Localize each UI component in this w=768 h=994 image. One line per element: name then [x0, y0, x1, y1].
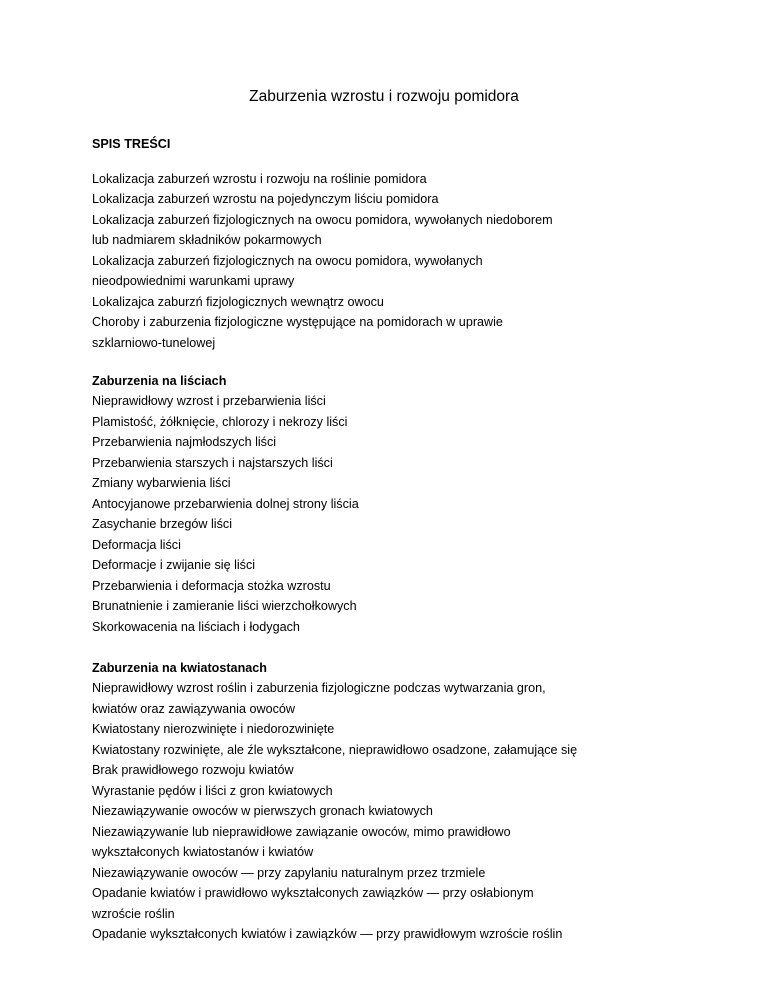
toc-line: Lokalizacja zaburzeń wzrostu na pojedynczym liściu pomidora [92, 192, 439, 206]
document-body [92, 134, 732, 945]
inflorescences-line: wzroście roślin [92, 906, 175, 921]
leaves-line: Antocyjanowe przebarwienia dolnej strony liścia [92, 496, 359, 511]
inflorescences-line: Niezawiązywanie owoców — przy zapylaniu naturalnym przez trzmiele [92, 865, 486, 880]
toc-section [92, 134, 732, 353]
toc-line: lub nadmiarem składników pokarmowych [92, 233, 322, 247]
inflorescences-line: Opadanie kwiatów i prawidłowo wykształconych zawiązków — przy osłabionym [92, 886, 534, 900]
toc-line: Lokalizacja zaburzeń fizjologicznych na owocu pomidora, wywołanych niedoborem [92, 212, 553, 227]
toc-heading: SPIS TREŚCI [92, 137, 171, 151]
leaves-line: Skorkowacenia na liściach i łodygach [92, 619, 300, 634]
inflorescences-line: wykształconych kwiatostanów i kwiatów [92, 845, 314, 859]
inflorescences-line: Kwiatostany nierozwinięte i niedorozwinięte [92, 722, 335, 736]
inflorescences-line: Nieprawidłowy wzrost roślin i zaburzenia fizjologiczne podczas wytwarzania gron, [92, 681, 546, 695]
document-title: Zaburzenia wzrostu i rozwoju pomidora [249, 88, 519, 105]
toc-line: Choroby i zaburzenia fizjologiczne występujące na pomidorach w uprawie [92, 315, 503, 329]
leaves-line: Przebarwienia najmłodszych liści [92, 435, 277, 449]
leaves-line: Deformacje i zwijanie się liści [92, 558, 256, 572]
leaves-heading: Zaburzenia na liściach [92, 373, 227, 388]
toc-line: szklarniowo-tunelowej [92, 335, 216, 350]
leaves-line: Zmiany wybarwienia liści [92, 476, 231, 490]
leaves-line: Przebarwienia i deformacja stożka wzrostu [92, 578, 331, 593]
inflorescences-line: Niezawiązywanie lub nieprawidłowe zawiązanie owoców, mimo prawidłowo [92, 824, 511, 839]
leaves-line: Deformacja liści [92, 537, 181, 552]
leaves-line: Plamistość, żółknięcie, chlorozy i nekrozy liści [92, 414, 348, 429]
inflorescences-line: Brak prawidłowego rozwoju kwiatów [92, 763, 294, 777]
inflorescences-line: kwiatów oraz zawiązywania owoców [92, 701, 295, 716]
leaves-line: Przebarwienia starszych i najstarszych liści [92, 455, 333, 470]
toc-line: Lokalizacja zaburzeń wzrostu i rozwoju na roślinie pomidora [92, 171, 427, 186]
inflorescences-line: Niezawiązywanie owoców w pierwszych gronach kwiatowych [92, 804, 433, 818]
leaves-line: Nieprawidłowy wzrost i przebarwienia liści [92, 394, 326, 408]
toc-line: Lokalizacja zaburzeń fizjologicznych na owocu pomidora, wywołanych [92, 253, 483, 268]
inflorescences-line: Wyrastanie pędów i liści z gron kwiatowych [92, 783, 333, 798]
leaves-section [92, 371, 732, 638]
toc-line: nieodpowiednimi warunkami uprawy [92, 274, 295, 288]
inflorescences-section [92, 658, 732, 945]
leaves-line: Brunatnienie i zamieranie liści wierzchołkowych [92, 599, 357, 613]
toc-line: Lokalizajca zaburzń fizjologicznych wewnątrz owocu [92, 294, 384, 309]
inflorescences-line: Kwiatostany rozwinięte, ale źle wykształcone, nieprawidłowo osadzone, załamujące się [92, 742, 578, 757]
inflorescences-heading: Zaburzenia na kwiatostanach [92, 660, 267, 675]
leaves-line: Zasychanie brzegów liści [92, 517, 232, 531]
inflorescences-line: Opadanie wykształconych kwiatów i zawiązków — przy prawidłowym wzroście roślin [92, 927, 563, 941]
